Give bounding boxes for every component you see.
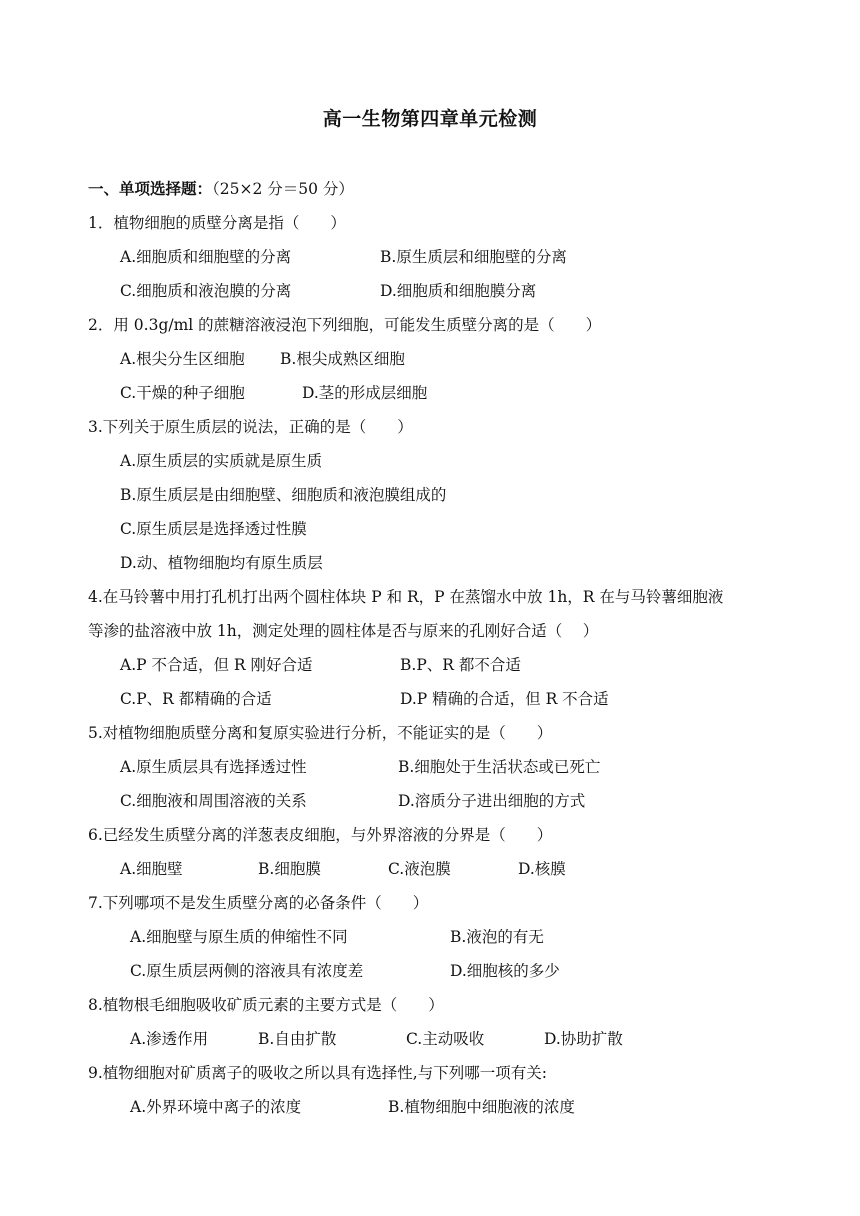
- question-5-option-d: D.溶质分子进出细胞的方式: [398, 792, 586, 810]
- question-1-option-d: D.细胞质和细胞膜分离: [380, 282, 537, 300]
- question-3-option-a-text: A.原生质层的实质就是原生质: [120, 452, 323, 470]
- question-7-option-c: C.原生质层两侧的溶液具有浓度差: [130, 962, 364, 980]
- question-1-option-a: A.细胞质和细胞壁的分离: [120, 248, 292, 266]
- question-5-options-row-2: [88, 790, 788, 824]
- question-1-stem: 1．植物细胞的质壁分离是指（ ）: [88, 214, 346, 232]
- question-4-stem: 4.在马铃薯中用打孔机打出两个圆柱体块 P 和 R，P 在蒸馏水中放 1h，R 在与马铃薯细胞液: [88, 588, 724, 606]
- question-8-options-row-1: [88, 1028, 788, 1062]
- question-1-option-b: B.原生质层和细胞壁的分离: [380, 248, 567, 266]
- question-8-option-c: C.主动吸收: [406, 1030, 485, 1048]
- question-2-options-row-1: [88, 348, 788, 382]
- question-list: [88, 212, 788, 1130]
- question-3-option-d-text: D.动、植物细胞均有原生质层: [120, 554, 323, 572]
- question-1-options-row-2: [88, 280, 788, 314]
- question-4-option-d: D.P 精确的合适，但 R 不合适: [400, 690, 609, 708]
- question-4-option-b: B.P、R 都不合适: [400, 656, 521, 674]
- question-2-option-b: B.根尖成熟区细胞: [280, 350, 405, 368]
- question-4-options-row-1: [88, 654, 788, 688]
- question-8-option-b: B.自由扩散: [258, 1030, 337, 1048]
- question-2-option-a: A.根尖分生区细胞: [120, 350, 245, 368]
- question-5-option-b: B.细胞处于生活状态或已死亡: [398, 758, 601, 776]
- question-6-option-c: C.液泡膜: [388, 860, 451, 878]
- question-4-options-row-2: [88, 688, 788, 722]
- question-6-options-row-1: [88, 858, 788, 892]
- question-3-option-c: [88, 518, 788, 552]
- question-3-stem: 3.下列关于原生质层的说法，正确的是（ ）: [88, 418, 413, 436]
- question-1-option-c: C.细胞质和液泡膜的分离: [120, 282, 292, 300]
- question-5-option-c: C.细胞液和周围溶液的关系: [120, 792, 307, 810]
- question-7-stem: 7.下列哪项不是发生质壁分离的必备条件（ ）: [88, 894, 429, 912]
- question-6-option-b: B.细胞膜: [258, 860, 321, 878]
- question-6-option-d: D.核膜: [518, 860, 566, 878]
- section-label: 一、单项选择题：: [88, 180, 213, 198]
- question-3-option-d: [88, 552, 788, 586]
- section-header: [88, 177, 354, 199]
- question-7-option-b: B.液泡的有无: [450, 928, 544, 946]
- question-3-option-a: [88, 450, 788, 484]
- question-5-stem: 5.对植物细胞质壁分离和复原实验进行分析，不能证实的是（ ）: [88, 724, 553, 742]
- question-4-option-c: C.P、R 都精确的合适: [120, 690, 272, 708]
- question-9-option-b: B.植物细胞中细胞液的浓度: [388, 1098, 575, 1116]
- question-5-options-row-1: [88, 756, 788, 790]
- question-5-option-a: A.原生质层具有选择透过性: [120, 758, 307, 776]
- question-8-stem: 8.植物根毛细胞吸收矿质元素的主要方式是（ ）: [88, 996, 444, 1014]
- question-7-option-d: D.细胞核的多少: [450, 962, 560, 980]
- question-4-stem-continued: 等渗的盐溶液中放 1h，测定处理的圆柱体是否与原来的孔刚好合适（ ）: [88, 622, 599, 640]
- question-2-option-d: D.茎的形成层细胞: [302, 384, 428, 402]
- question-6-stem: 6.已经发生质壁分离的洋葱表皮细胞，与外界溶液的分界是（ ）: [88, 826, 553, 844]
- question-6-option-a: A.细胞壁: [120, 860, 183, 878]
- question-3-option-b: [88, 484, 788, 518]
- question-2-stem: 2．用 0.3g/ml 的蔗糖溶液浸泡下列细胞，可能发生质壁分离的是（ ）: [88, 316, 602, 334]
- question-7-options-row-2: [88, 960, 788, 994]
- question-2-option-c: C.干燥的种子细胞: [120, 384, 245, 402]
- question-3-option-c-text: C.原生质层是选择透过性膜: [120, 520, 307, 538]
- question-2-options-row-2: [88, 382, 788, 416]
- question-9-option-a: A.外界环境中离子的浓度: [130, 1098, 302, 1116]
- section-score: （25×2 分＝50 分）: [212, 180, 354, 198]
- question-9-stem: 9.植物细胞对矿质离子的吸收之所以具有选择性,与下列哪一项有关:: [88, 1064, 547, 1082]
- question-7-options-row-1: [88, 926, 788, 960]
- question-4-option-a: A.P 不合适，但 R 刚好合适: [120, 656, 313, 674]
- document-title: 高一生物第四章单元检测: [322, 108, 538, 130]
- question-9-options-row-1: [88, 1096, 788, 1130]
- question-7-option-a: A.细胞壁与原生质的伸缩性不同: [130, 928, 348, 946]
- question-3-option-b-text: B.原生质层是由细胞壁、细胞质和液泡膜组成的: [120, 486, 447, 504]
- question-8-option-a: A.渗透作用: [130, 1030, 209, 1048]
- question-8-option-d: D.协助扩散: [544, 1030, 623, 1048]
- question-1-options-row-1: [88, 246, 788, 280]
